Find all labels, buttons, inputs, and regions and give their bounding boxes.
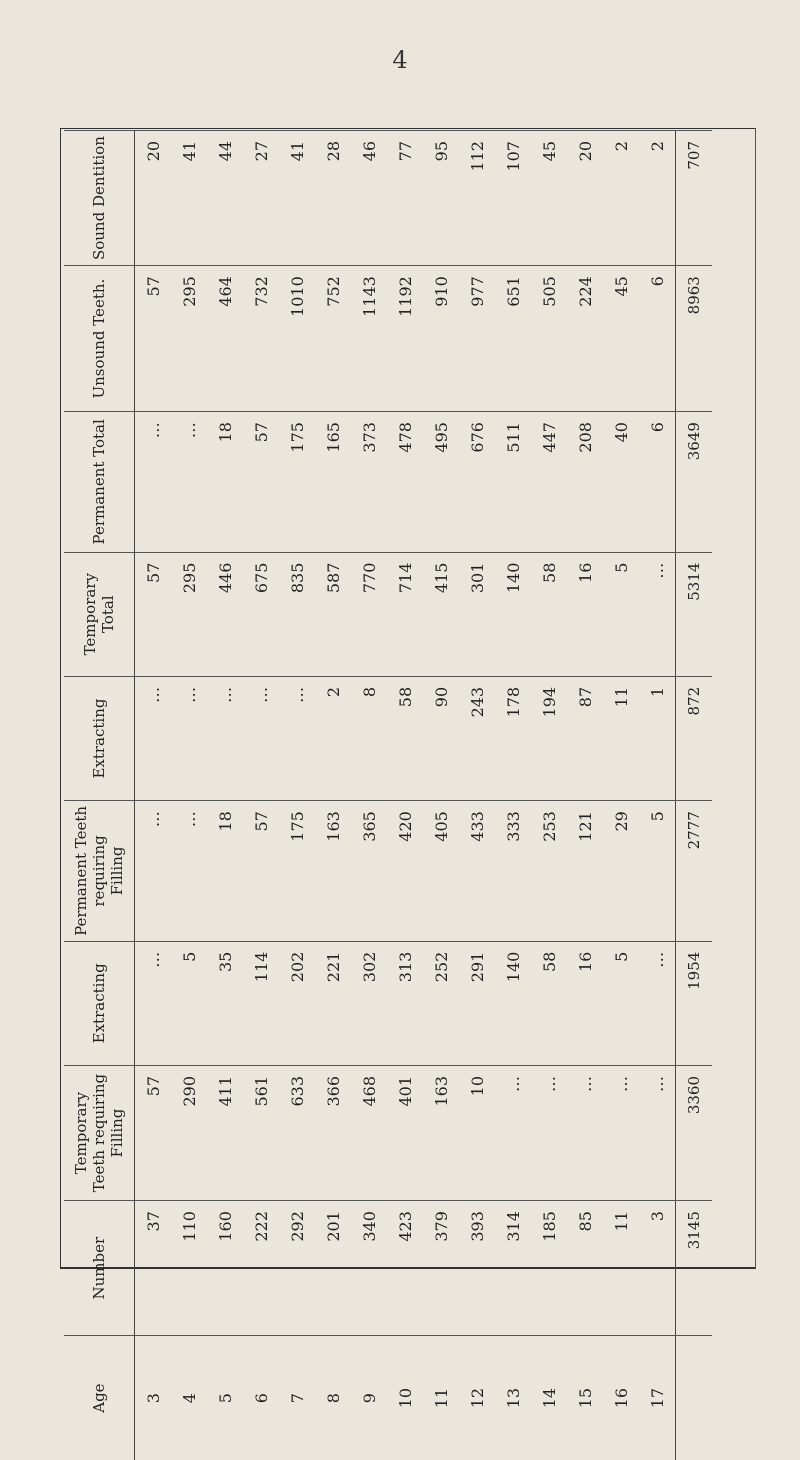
cell-age: 7 bbox=[279, 1336, 315, 1460]
cell-temp-ext: 221 bbox=[315, 941, 351, 1065]
cell-temp-total: 415 bbox=[423, 552, 459, 676]
cell-perm-total: 495 bbox=[423, 412, 459, 553]
cell-unsound: 977 bbox=[459, 266, 495, 412]
cell-temp-ext: 35 bbox=[207, 941, 243, 1065]
header-perm-filling bbox=[64, 801, 135, 942]
cell-temp-ext: 16 bbox=[567, 941, 603, 1065]
total-sound: 707 bbox=[676, 131, 713, 266]
cell-temp-fill: 290 bbox=[171, 1065, 207, 1200]
cell-number: 3 bbox=[639, 1201, 676, 1336]
cell-age: 4 bbox=[171, 1336, 207, 1460]
cell-perm-ext: 194 bbox=[531, 676, 567, 800]
cell-perm-ext: … bbox=[243, 676, 279, 800]
cell-unsound: 464 bbox=[207, 266, 243, 412]
cell-temp-ext: 291 bbox=[459, 941, 495, 1065]
cell-temp-total: 714 bbox=[387, 552, 423, 676]
cell-age: 6 bbox=[243, 1336, 279, 1460]
cell-sound: 27 bbox=[243, 131, 279, 266]
total-temp-fill: 3360 bbox=[676, 1065, 713, 1200]
cell-temp-ext: … bbox=[135, 941, 172, 1065]
cell-number: 222 bbox=[243, 1201, 279, 1336]
cell-temp-total: 301 bbox=[459, 552, 495, 676]
table-row bbox=[423, 131, 459, 1460]
table-row bbox=[351, 131, 387, 1460]
header-row bbox=[64, 131, 135, 1460]
cell-perm-fill: 420 bbox=[387, 801, 423, 942]
cell-temp-ext: 252 bbox=[423, 941, 459, 1065]
cell-temp-total: 57 bbox=[135, 552, 172, 676]
header-perm-filling-label: Filling bbox=[108, 847, 126, 896]
cell-temp-fill: 10 bbox=[459, 1065, 495, 1200]
cell-perm-ext: 1 bbox=[639, 676, 676, 800]
cell-unsound: 752 bbox=[315, 266, 351, 412]
cell-sound: 41 bbox=[279, 131, 315, 266]
cell-age: 3 bbox=[135, 1336, 172, 1460]
cell-age: 10 bbox=[387, 1336, 423, 1460]
cell-number: 423 bbox=[387, 1201, 423, 1336]
cell-age: 17 bbox=[639, 1336, 676, 1460]
cell-perm-total: 57 bbox=[243, 412, 279, 553]
cell-temp-fill: … bbox=[567, 1065, 603, 1200]
rotated-table-container bbox=[64, 130, 764, 1460]
cell-perm-ext: … bbox=[171, 676, 207, 800]
cell-perm-ext: 90 bbox=[423, 676, 459, 800]
cell-temp-fill: … bbox=[603, 1065, 639, 1200]
header-perm-group-label: Permanent Teeth requiring bbox=[72, 806, 108, 936]
cell-perm-fill: 163 bbox=[315, 801, 351, 942]
cell-age: 16 bbox=[603, 1336, 639, 1460]
cell-sound: 20 bbox=[567, 131, 603, 266]
table-row bbox=[603, 131, 639, 1460]
cell-perm-fill: 57 bbox=[243, 801, 279, 942]
cell-number: 379 bbox=[423, 1201, 459, 1336]
cell-perm-total: … bbox=[135, 412, 172, 553]
header-number: Number bbox=[64, 1201, 135, 1336]
cell-temp-fill: 411 bbox=[207, 1065, 243, 1200]
cell-sound: 77 bbox=[387, 131, 423, 266]
cell-unsound: 1010 bbox=[279, 266, 315, 412]
cell-perm-fill: 29 bbox=[603, 801, 639, 942]
cell-number: 160 bbox=[207, 1201, 243, 1336]
header-perm-extracting: Extracting bbox=[64, 676, 135, 800]
cell-perm-total: 208 bbox=[567, 412, 603, 553]
cell-number: 185 bbox=[531, 1201, 567, 1336]
cell-temp-total: 5 bbox=[603, 552, 639, 676]
cell-perm-total: 447 bbox=[531, 412, 567, 553]
cell-unsound: 732 bbox=[243, 266, 279, 412]
header-permanent-total: Permanent Total bbox=[64, 412, 135, 553]
header-temporary-total: Temporary Total bbox=[64, 552, 135, 676]
cell-temp-total: 295 bbox=[171, 552, 207, 676]
cell-perm-ext: 11 bbox=[603, 676, 639, 800]
table-row bbox=[279, 131, 315, 1460]
cell-temp-fill: 57 bbox=[135, 1065, 172, 1200]
cell-unsound: 651 bbox=[495, 266, 531, 412]
dental-statistics-table bbox=[64, 130, 712, 1460]
cell-perm-total: 478 bbox=[387, 412, 423, 553]
cell-perm-ext: … bbox=[207, 676, 243, 800]
cell-temp-ext: … bbox=[639, 941, 676, 1065]
cell-temp-total: 446 bbox=[207, 552, 243, 676]
cell-perm-fill: … bbox=[171, 801, 207, 942]
total-number: 3145 bbox=[676, 1201, 713, 1336]
cell-temp-ext: 140 bbox=[495, 941, 531, 1065]
cell-temp-ext: 313 bbox=[387, 941, 423, 1065]
cell-age: 9 bbox=[351, 1336, 387, 1460]
cell-perm-fill: 253 bbox=[531, 801, 567, 942]
cell-temp-fill: … bbox=[531, 1065, 567, 1200]
total-age bbox=[676, 1336, 713, 1460]
table-row bbox=[639, 131, 676, 1460]
cell-perm-ext: 8 bbox=[351, 676, 387, 800]
header-sound-dentition: Sound Dentition bbox=[64, 131, 135, 266]
cell-age: 12 bbox=[459, 1336, 495, 1460]
cell-temp-total: 16 bbox=[567, 552, 603, 676]
table-row bbox=[171, 131, 207, 1460]
cell-number: 393 bbox=[459, 1201, 495, 1336]
cell-temp-total: 675 bbox=[243, 552, 279, 676]
cell-temp-ext: 302 bbox=[351, 941, 387, 1065]
totals-row bbox=[676, 131, 713, 1460]
cell-perm-total: 175 bbox=[279, 412, 315, 553]
cell-temp-fill: 468 bbox=[351, 1065, 387, 1200]
cell-number: 340 bbox=[351, 1201, 387, 1336]
cell-temp-total: 140 bbox=[495, 552, 531, 676]
cell-temp-total: 770 bbox=[351, 552, 387, 676]
table-row bbox=[207, 131, 243, 1460]
table-row bbox=[459, 131, 495, 1460]
cell-perm-fill: 5 bbox=[639, 801, 676, 942]
cell-perm-ext: 87 bbox=[567, 676, 603, 800]
cell-unsound: 224 bbox=[567, 266, 603, 412]
cell-temp-total: 58 bbox=[531, 552, 567, 676]
page-number: 4 bbox=[0, 46, 800, 74]
cell-perm-total: 40 bbox=[603, 412, 639, 553]
cell-number: 314 bbox=[495, 1201, 531, 1336]
cell-age: 15 bbox=[567, 1336, 603, 1460]
cell-age: 14 bbox=[531, 1336, 567, 1460]
cell-temp-ext: 58 bbox=[531, 941, 567, 1065]
header-temp-filling-label: Filling bbox=[108, 1109, 126, 1158]
cell-perm-ext: 2 bbox=[315, 676, 351, 800]
cell-temp-ext: 5 bbox=[171, 941, 207, 1065]
cell-perm-total: … bbox=[171, 412, 207, 553]
cell-unsound: 295 bbox=[171, 266, 207, 412]
total-unsound: 8963 bbox=[676, 266, 713, 412]
cell-perm-ext: 58 bbox=[387, 676, 423, 800]
total-perm-fill: 2777 bbox=[676, 801, 713, 942]
cell-perm-fill: 405 bbox=[423, 801, 459, 942]
cell-sound: 107 bbox=[495, 131, 531, 266]
cell-perm-total: 373 bbox=[351, 412, 387, 553]
table-row bbox=[315, 131, 351, 1460]
cell-perm-total: 6 bbox=[639, 412, 676, 553]
cell-age: 5 bbox=[207, 1336, 243, 1460]
cell-number: 201 bbox=[315, 1201, 351, 1336]
table-row bbox=[567, 131, 603, 1460]
cell-sound: 45 bbox=[531, 131, 567, 266]
cell-unsound: 6 bbox=[639, 266, 676, 412]
table-row bbox=[531, 131, 567, 1460]
table-row bbox=[135, 131, 172, 1460]
total-temp-ext: 1954 bbox=[676, 941, 713, 1065]
cell-perm-ext: … bbox=[279, 676, 315, 800]
table-body bbox=[135, 131, 713, 1460]
cell-perm-fill: 175 bbox=[279, 801, 315, 942]
cell-unsound: 57 bbox=[135, 266, 172, 412]
cell-sound: 28 bbox=[315, 131, 351, 266]
cell-temp-fill: 401 bbox=[387, 1065, 423, 1200]
cell-age: 11 bbox=[423, 1336, 459, 1460]
cell-number: 110 bbox=[171, 1201, 207, 1336]
cell-perm-ext: 243 bbox=[459, 676, 495, 800]
table-row bbox=[495, 131, 531, 1460]
cell-temp-fill: … bbox=[495, 1065, 531, 1200]
cell-sound: 20 bbox=[135, 131, 172, 266]
cell-temp-total: 587 bbox=[315, 552, 351, 676]
cell-temp-ext: 5 bbox=[603, 941, 639, 1065]
cell-perm-fill: 18 bbox=[207, 801, 243, 942]
cell-sound: 2 bbox=[639, 131, 676, 266]
cell-perm-total: 511 bbox=[495, 412, 531, 553]
total-temp-total: 5314 bbox=[676, 552, 713, 676]
table-row bbox=[243, 131, 279, 1460]
cell-age: 8 bbox=[315, 1336, 351, 1460]
cell-temp-total: 835 bbox=[279, 552, 315, 676]
cell-temp-fill: … bbox=[639, 1065, 676, 1200]
total-perm-ext: 872 bbox=[676, 676, 713, 800]
cell-perm-total: 676 bbox=[459, 412, 495, 553]
cell-number: 292 bbox=[279, 1201, 315, 1336]
cell-temp-fill: 366 bbox=[315, 1065, 351, 1200]
header-age: Age bbox=[64, 1336, 135, 1460]
header-temp-filling bbox=[64, 1065, 135, 1200]
cell-number: 85 bbox=[567, 1201, 603, 1336]
cell-perm-ext: … bbox=[135, 676, 172, 800]
cell-perm-fill: 433 bbox=[459, 801, 495, 942]
cell-perm-fill: 333 bbox=[495, 801, 531, 942]
table-row bbox=[387, 131, 423, 1460]
cell-age: 13 bbox=[495, 1336, 531, 1460]
cell-sound: 112 bbox=[459, 131, 495, 266]
cell-perm-fill: … bbox=[135, 801, 172, 942]
cell-unsound: 1192 bbox=[387, 266, 423, 412]
cell-unsound: 1143 bbox=[351, 266, 387, 412]
cell-perm-fill: 121 bbox=[567, 801, 603, 942]
cell-sound: 41 bbox=[171, 131, 207, 266]
cell-unsound: 910 bbox=[423, 266, 459, 412]
cell-unsound: 45 bbox=[603, 266, 639, 412]
cell-perm-total: 18 bbox=[207, 412, 243, 553]
cell-number: 37 bbox=[135, 1201, 172, 1336]
cell-perm-total: 165 bbox=[315, 412, 351, 553]
cell-sound: 2 bbox=[603, 131, 639, 266]
cell-perm-fill: 365 bbox=[351, 801, 387, 942]
cell-perm-ext: 178 bbox=[495, 676, 531, 800]
cell-temp-ext: 202 bbox=[279, 941, 315, 1065]
header-temp-extracting: Extracting bbox=[64, 941, 135, 1065]
cell-temp-fill: 633 bbox=[279, 1065, 315, 1200]
cell-sound: 95 bbox=[423, 131, 459, 266]
cell-temp-total: … bbox=[639, 552, 676, 676]
cell-temp-fill: 561 bbox=[243, 1065, 279, 1200]
cell-unsound: 505 bbox=[531, 266, 567, 412]
cell-temp-ext: 114 bbox=[243, 941, 279, 1065]
cell-sound: 46 bbox=[351, 131, 387, 266]
cell-temp-fill: 163 bbox=[423, 1065, 459, 1200]
total-perm-total: 3649 bbox=[676, 412, 713, 553]
header-unsound-teeth: Unsound Teeth. bbox=[64, 266, 135, 412]
header-temp-group-label: Temporary Teeth requiring bbox=[72, 1074, 108, 1192]
cell-number: 11 bbox=[603, 1201, 639, 1336]
cell-sound: 44 bbox=[207, 131, 243, 266]
